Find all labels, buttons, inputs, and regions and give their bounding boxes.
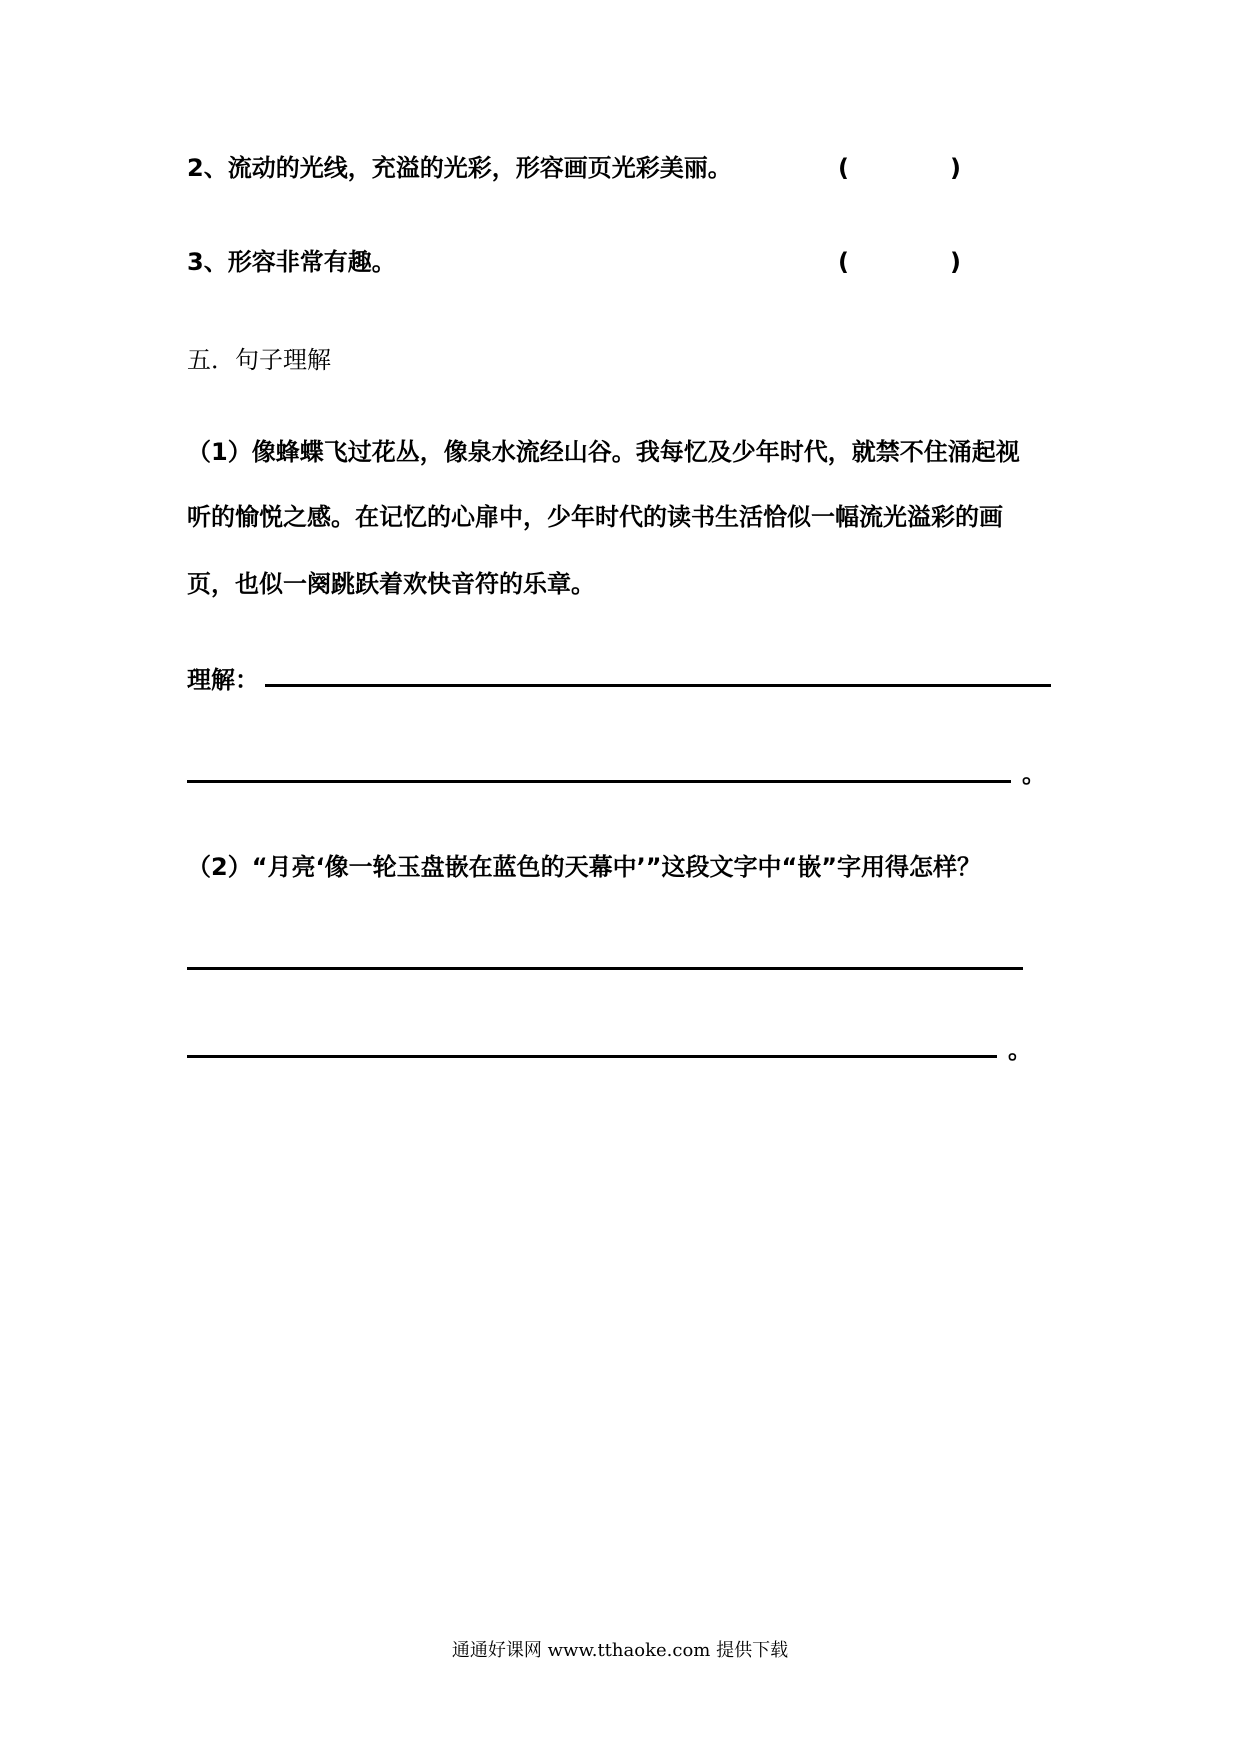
q2-answer-line-2[interactable] [187,1055,997,1058]
item-3-paren-open: ( [838,248,849,276]
q1-line-1: （1）像蜂蝶飞过花丛，像泉水流经山谷。我每忆及少年时代，就禁不住涌起视 [187,438,1020,466]
q1-answer-line-1[interactable] [265,684,1051,687]
q2-answer-line-1[interactable] [187,967,1023,970]
q1-line-3: 页，也似一阕跳跃着欢快音符的乐章。 [187,570,595,598]
item-2-paren-close: ) [950,154,961,182]
q2-text: （2）“月亮‘像一轮玉盘嵌在蓝色的天幕中’”这段文字中“嵌”字用得怎样？ [187,853,982,881]
item-3-paren-close: ) [950,248,961,276]
q1-end-mark: 。 [1022,760,1046,788]
section-5-title: 五．句子理解 [187,346,331,374]
item-2-paren-open: ( [838,154,849,182]
q1-answer-line-2[interactable] [187,780,1011,783]
item-2-text: 2、流动的光线，充溢的光彩，形容画页光彩美丽。 [187,154,732,182]
q1-line-2: 听的愉悦之感。在记忆的心扉中，少年时代的读书生活恰似一幅流光溢彩的画 [187,503,1003,531]
item-3-text: 3、形容非常有趣。 [187,248,396,276]
footer-text: 通通好课网 www.tthaoke.com 提供下载 [451,1640,789,1661]
q2-end-mark: 。 [1008,1036,1032,1064]
q1-answer-label: 理解： [187,666,259,694]
